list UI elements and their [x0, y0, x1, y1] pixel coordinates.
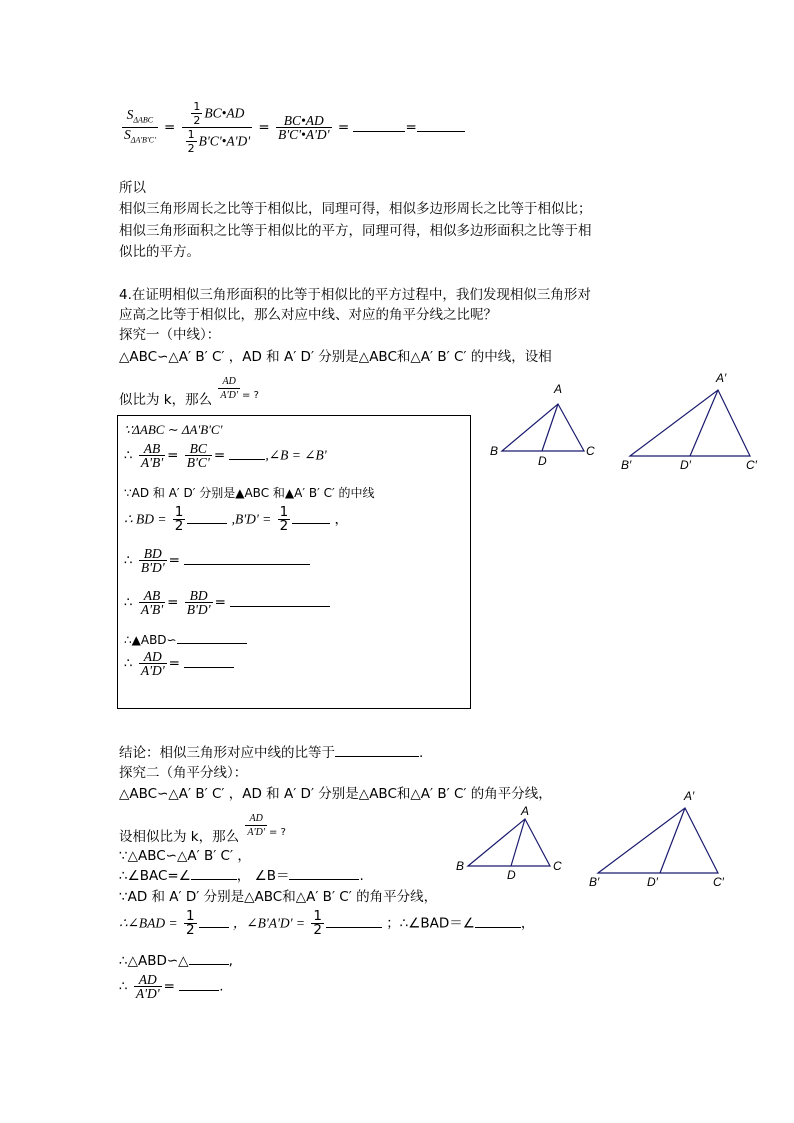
- bisector-figure: [450, 788, 740, 898]
- label-B2: B′: [621, 458, 632, 472]
- label-D: D: [538, 454, 547, 468]
- answer-blank[interactable]: [335, 744, 419, 757]
- question-4: 4.在证明相似三角形面积的比等于相似比的平方过程中，我们发现相似三角形对: [119, 287, 591, 303]
- label-C: C: [553, 859, 562, 873]
- answer-blank[interactable]: [230, 594, 330, 607]
- answer-blank[interactable]: [229, 447, 265, 460]
- text-line: 似比的平方。: [119, 244, 200, 260]
- answer-blank[interactable]: [475, 915, 521, 928]
- explore2-step-4: ∴∠BAD = $\frac{1}{2}$ ，∠B'A'D' = $\frac{1}{2}$ ；∴∠BAD＝∠ ，: [119, 908, 535, 938]
- median-figure: [485, 372, 775, 472]
- explore1-text: △ABC∽△A′ B′ C′ ，AD 和 A′ D′ 分别是△ABC和△A′ B′ C′ 的中线，设相: [119, 349, 552, 365]
- proof-line-5: ∴ $\frac{BD}{B'D'}$ =: [124, 547, 310, 574]
- label-A2: A′: [684, 789, 695, 803]
- label-C2: C′: [746, 458, 757, 472]
- triangle-abc: [502, 404, 584, 451]
- text-so: 所以: [119, 180, 146, 196]
- proof-line-6: ∴ $\frac{AB}{A'B'}$ = $\frac{BD}{B'D'}$ =: [124, 589, 330, 616]
- proof-line-8: ∴ $\frac{AD}{A'D'}$ =: [124, 650, 234, 677]
- question-4: 应高之比等于相似比，那么对应中线、对应的角平分线之比呢？: [119, 307, 497, 323]
- proof-line-1: ∵ΔABC ∼ ΔA'B'C': [124, 422, 223, 437]
- explore2-step-2: ∴∠BAC=∠ ， ∠B＝ .: [119, 868, 364, 884]
- answer-blank[interactable]: [289, 867, 359, 880]
- explore2-text: 设相似比为 k，那么 $\frac{AD}{A'D'}$ = ?: [119, 813, 286, 845]
- bisector-ad: [511, 819, 525, 866]
- answer-blank[interactable]: [191, 867, 237, 880]
- label-C2: C′: [713, 875, 724, 889]
- label-D2: D′: [680, 458, 691, 472]
- conclusion: 结论：相似三角形对应中线的比等于 .: [119, 745, 424, 761]
- label-B: B: [456, 859, 465, 873]
- explore2-step-5: ∴△ABD∽△ ,: [119, 953, 233, 969]
- text-line: 相似三角形面积之比等于相似比的平方，同理可得，相似多边形面积之比等于相: [119, 223, 592, 239]
- answer-blank[interactable]: [292, 511, 330, 524]
- answer-blank[interactable]: [184, 655, 234, 668]
- triangle-a2b2c2: [598, 808, 718, 873]
- text-line: 相似三角形周长之比等于相似比，同理可得，相似多边形周长之比等于相似比；: [119, 201, 592, 217]
- triangle-abc: [468, 819, 550, 866]
- label-B2: B′: [589, 875, 600, 889]
- triangle-a2b2c2: [630, 390, 750, 456]
- answer-blank[interactable]: [187, 511, 227, 524]
- explore2-step-3: ∵AD 和 A′ D′ 分别是△ABC和△A′ B′ C′ 的角平分线，: [119, 889, 438, 905]
- answer-blank[interactable]: [184, 552, 310, 565]
- explore2-title: 探究二（角平分线）：: [119, 765, 248, 781]
- explore1-text: 似比为 k，那么 $\frac{AD}{A'D'}$ = ?: [119, 376, 259, 408]
- answer-blank[interactable]: [199, 915, 229, 928]
- label-B: B: [490, 444, 499, 458]
- answer-blank[interactable]: [179, 978, 219, 991]
- explore2-step-6: ∴ $\frac{AD}{A'D'}$ = .: [119, 972, 224, 1001]
- label-A: A: [521, 804, 530, 818]
- area-ratio-formula: $\frac{S_{\Delta ABC}}{S_{\Delta A'B'C'}}$ = $\frac{1}{2}$ BC•AD $\frac{1}{2}$ B'C'•A'D' = $\frac{BC•AD}{B'C'•A'D'}$ = =: [120, 100, 465, 155]
- answer-blank[interactable]: [417, 119, 465, 132]
- label-A: A: [554, 382, 563, 396]
- proof-line-3: ∵AD 和 A′ D′ 分别是▲ABC 和▲A′ B′ C′ 的中线: [124, 486, 375, 500]
- proof-line-2: ∴ $\frac{AB}{A'B'}$ = $\frac{BC}{B'C'}$ = ,∠B = ∠B': [124, 441, 327, 470]
- answer-blank[interactable]: [326, 915, 382, 928]
- answer-blank[interactable]: [353, 119, 405, 132]
- answer-blank[interactable]: [177, 631, 247, 644]
- explore2-step-1: ∵△ABC∽△A′ B′ C′ ，: [119, 848, 251, 864]
- answer-blank[interactable]: [189, 952, 229, 965]
- explore1-title: 探究一（中线）：: [119, 327, 221, 343]
- label-D: D: [507, 868, 516, 882]
- proof-line-4: ∴ BD = $\frac{1}{2}$ ,B'D' = $\frac{1}{2}$ ，: [124, 504, 348, 534]
- label-D2: D′: [647, 875, 658, 889]
- explore2-text: △ABC∽△A′ B′ C′ ，AD 和 A′ D′ 分别是△ABC和△A′ B′ C′ 的角平分线，: [119, 786, 552, 802]
- proof-line-7: ∴▲ABD∽: [124, 631, 247, 647]
- label-C: C: [586, 444, 595, 458]
- label-A2: A′: [716, 372, 727, 385]
